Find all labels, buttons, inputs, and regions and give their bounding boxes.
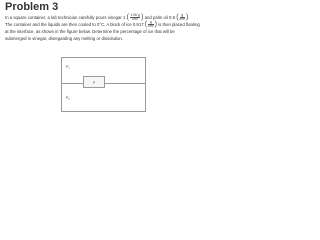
statement-text: is then placed floating (158, 22, 200, 27)
paren-close: ) (141, 13, 144, 21)
fraction-numerator: 1.06 g (130, 13, 140, 18)
ice-block-label: ρ (93, 80, 96, 84)
oil-layer-label (66, 94, 70, 101)
fraction-denominator: cm³ (148, 24, 154, 29)
paren-close: ) (154, 20, 157, 28)
fraction-denominator: cm³ (179, 17, 186, 22)
density-subscript: 1 (68, 66, 70, 70)
statement-text: and palm oil 0.9 (144, 15, 175, 20)
paren-open: ( (144, 20, 148, 28)
statement-text: The container and the liquids are then cooled to 0°C. A block of ice 0.917 (5, 22, 144, 27)
statement-line-4: submerged in vinegar, disregarding any melting or dissolution. (5, 36, 123, 41)
fraction-numerator: g (181, 13, 184, 18)
fraction-numerator: g (149, 20, 152, 25)
statement-text: In a square container, a lab technician carefully pours vinegar 1 (5, 15, 126, 20)
paren-close: ) (186, 13, 189, 21)
vinegar-layer-label (66, 63, 70, 70)
statement-line-3: at the interface, as shown in the figure below. Determine the percentage of ice that will be (5, 29, 175, 34)
statement-text: . (188, 15, 190, 20)
density-subscript: 2 (68, 97, 70, 101)
density-symbol: ρ (66, 63, 69, 68)
density-symbol: ρ (66, 94, 69, 99)
problem-title: Problem 3 (5, 1, 59, 13)
paren-open: ( (126, 13, 129, 21)
ice-block (83, 76, 105, 88)
paren-open: ( (176, 13, 179, 21)
fraction-denominator: cm³ (132, 17, 138, 22)
container-figure (61, 57, 146, 112)
